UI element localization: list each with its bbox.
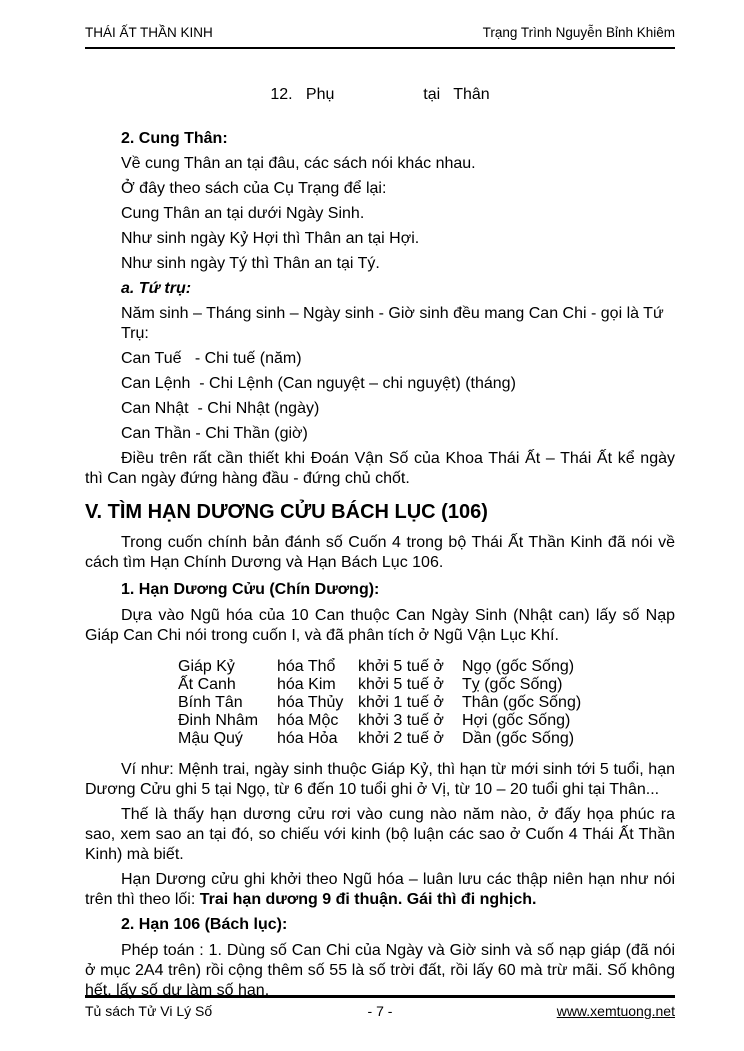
table-cell: Giáp Kỷ (178, 658, 235, 675)
page-number: - 7 - (367, 1003, 393, 1019)
page-header (85, 0, 675, 40)
the-la-paragraph: Thế là thấy hạn dương cửu rơi vào cung nào năm nào, ở đấy họa phúc ra sao, xem sao an tại đó, so chiếu với kinh (bộ luận các sao ở Cuốn 4 Thái Ất Thần Kinh) mà biết. (85, 806, 675, 863)
table-cell: Mậu Quý (178, 730, 243, 747)
table-cell: khởi 5 tuế ở (358, 658, 444, 675)
table-cell: khởi 5 tuế ở (358, 676, 444, 693)
han-duong-note-bold: Trai hạn dương 9 đi thuận. Gái thì đi nghịch. (199, 891, 537, 908)
footer-website-link[interactable]: www.xemtuong.net (556, 1003, 675, 1019)
han-duong-note-normal: Hạn Dương cửu ghi khởi theo Ngũ hóa – luân lưu các thập niên hạn như nói trên thì theo lối: (85, 871, 675, 908)
footer-series-title: Tủ sách Tử Vi Lý Số (85, 1003, 213, 1019)
section-v-intro: Trong cuốn chính bản đánh số Cuốn 4 trong bộ Thái Ất Thần Kinh đã nói về cách tìm Hạn Chính Dương và Hạn Bách Lục 106. (85, 534, 675, 571)
table-cell: Đinh Nhâm (178, 712, 259, 729)
han-duong-cuu-intro: Dựa vào Ngũ hóa của 10 Can thuộc Can Ngày Sinh (Nhật can) lấy số Nạp Giáp Can Chi nói trong cuốn I, và đã phân tích ở Ngũ Vận Lục Khí. (85, 607, 675, 644)
note-paragraph: Điều trên rất cần thiết khi Đoán Vận Số của Khoa Thái Ất – Thái Ất kể ngày thì Can ngày đứng hàng đầu - đứng chủ chốt. (85, 450, 675, 487)
table-cell: khởi 2 tuế ở (358, 730, 444, 747)
tu-tru-item: Can Tuế - Chi tuế (năm) (121, 350, 302, 367)
header-book-title: THÁI ẤT THẦN KINH (85, 25, 213, 40)
table-cell: Hợi (gốc Sống) (462, 712, 571, 729)
body-line: Như sinh ngày Tý thì Thân an tại Tý. (121, 255, 380, 272)
table-cell: hóa Mộc (277, 712, 339, 729)
page-footer (85, 995, 675, 1020)
table-cell: hóa Thổ (277, 658, 336, 675)
table-cell: hóa Hỏa (277, 730, 338, 747)
table-cell: Tỵ (gốc Sống) (462, 676, 563, 693)
table-cell: hóa Kim (277, 676, 336, 693)
heading-han-duong-cuu: 1. Hạn Dương Cửu (Chín Dương): (121, 581, 380, 598)
han-106-paragraph: Phép toán : 1. Dùng số Can Chi của Ngày và Giờ sinh và số nạp giáp (đã nói ở mục 2A4 trên) rồi cộng thêm số 55 là số trời đất, rồi lấy 60 mà trừ mãi. Số không hết, lấy số dư làm số hạn. (85, 942, 675, 999)
table-cell: hóa Thủy (277, 694, 344, 711)
body-line: Như sinh ngày Kỷ Hợi thì Thân an tại Hợi. (121, 230, 420, 247)
heading-han-106: 2. Hạn 106 (Bách lục): (121, 916, 288, 933)
table-cell: Thân (gốc Sống) (462, 694, 582, 711)
table-cell: Bính Tân (178, 694, 243, 711)
body-line: Ở đây theo sách của Cụ Trạng để lại: (121, 180, 387, 197)
tu-tru-item: Can Nhật - Chi Nhật (ngày) (121, 400, 320, 417)
tu-tru-intro: Năm sinh – Tháng sinh – Ngày sinh - Giờ sinh đều mang Can Chi - gọi là Tứ Trụ: (121, 305, 664, 342)
han-duong-note-paragraph (85, 870, 675, 910)
header-rule (85, 47, 675, 49)
tu-tru-item: Can Thần - Chi Thần (giờ) (121, 425, 308, 442)
nap-giap-table (178, 658, 675, 748)
heading-tu-tru: a. Tứ trụ: (121, 280, 192, 297)
page-subtitle: 12. Phụ tại Thân (270, 86, 490, 103)
table-cell: Dần (gốc Sống) (462, 730, 575, 747)
body-line: Về cung Thân an tại đâu, các sách nói khác nhau. (121, 155, 476, 172)
table-cell: Ất Canh (178, 676, 236, 693)
tu-tru-item: Can Lệnh - Chi Lệnh (Can nguyệt – chi nguyệt) (tháng) (121, 375, 516, 392)
document-body (85, 129, 675, 1001)
table-cell: khởi 1 tuế ở (358, 694, 444, 711)
table-cell: khởi 3 tuế ở (358, 712, 444, 729)
header-author: Trạng Trình Nguyễn Bỉnh Khiêm (482, 25, 675, 40)
heading-cung-than: 2. Cung Thân: (121, 130, 228, 147)
table-cell: Ngọ (gốc Sống) (462, 658, 575, 675)
vi-nhu-paragraph: Ví như: Mệnh trai, ngày sinh thuộc Giáp Kỷ, thì hạn từ mới sinh tới 5 tuổi, hạn Dương Cửu ghi 5 tại Ngọ, từ 6 đến 10 tuổi ghi ở Vị, từ 10 – 20 tuổi ghi tại Thân... (85, 761, 675, 798)
section-v-heading: V. TÌM HẠN DƯƠNG CỬU BÁCH LỤC (106) (85, 501, 488, 523)
body-line: Cung Thân an tại dưới Ngày Sinh. (121, 205, 365, 222)
